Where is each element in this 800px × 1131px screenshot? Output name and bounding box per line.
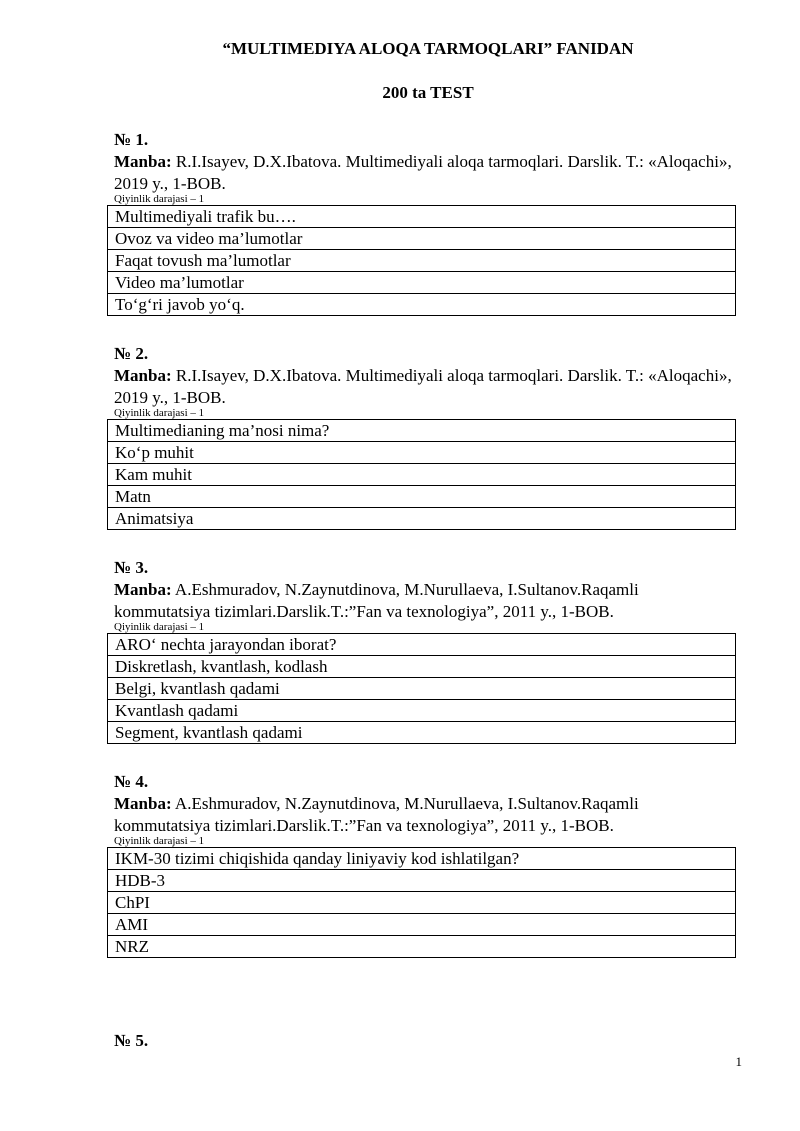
table-row	[108, 914, 736, 936]
answer-option: Diskretlash, kvantlash, kodlash	[108, 656, 736, 678]
answer-option: To‘g‘ri javob yo‘q.	[108, 294, 736, 316]
question-source	[114, 793, 736, 837]
question-text: ARO‘ nechta jarayondan iborat?	[108, 634, 736, 656]
table-row	[108, 678, 736, 700]
answer-option: Segment, kvantlash qadami	[108, 722, 736, 744]
table-row	[108, 486, 736, 508]
table-row	[108, 892, 736, 914]
table-row	[108, 848, 736, 870]
source-label: Manba:	[114, 152, 172, 171]
table-row	[108, 294, 736, 316]
source-text: A.Eshmuradov, N.Zaynutdinova, M.Nurullaeva, I.Sultanov.Raqamli kommutatsiya tizimlari.Darslik.T.:”Fan va texnologiya”, 2011 y., 1-BOB.	[114, 580, 639, 621]
answer-option: Belgi, kvantlash qadami	[108, 678, 736, 700]
source-text: R.I.Isayev, D.X.Ibatova. Multimediyali aloqa tarmoqlari. Darslik. T.: «Aloqachi», 2019 y., 1-BOB.	[114, 152, 732, 193]
answer-option: Ko‘p muhit	[108, 442, 736, 464]
table-row	[108, 722, 736, 744]
question-table	[107, 205, 736, 316]
table-row	[108, 936, 736, 958]
difficulty-label: Qiyinlik darajasi – 1	[114, 193, 205, 205]
table-row	[108, 634, 736, 656]
question-table	[107, 847, 736, 958]
table-row	[108, 656, 736, 678]
question-block-3	[114, 557, 736, 744]
question-source	[114, 151, 736, 195]
question-source	[114, 579, 736, 623]
source-text: A.Eshmuradov, N.Zaynutdinova, M.Nurullaeva, I.Sultanov.Raqamli kommutatsiya tizimlari.Darslik.T.:”Fan va texnologiya”, 2011 y., 1-BOB.	[114, 794, 639, 835]
table-row	[108, 442, 736, 464]
table-row	[108, 272, 736, 294]
question-block-1	[114, 129, 736, 316]
page-number: 1	[735, 1054, 742, 1069]
answer-option: Matn	[108, 486, 736, 508]
table-row	[108, 870, 736, 892]
difficulty-label: Qiyinlik darajasi – 1	[114, 835, 205, 847]
source-label: Manba:	[114, 794, 172, 813]
answer-option: ChPI	[108, 892, 736, 914]
question-number: № 3.	[114, 558, 149, 577]
answer-option: Faqat tovush ma’lumotlar	[108, 250, 736, 272]
table-row	[108, 250, 736, 272]
question-source	[114, 365, 736, 409]
table-row	[108, 464, 736, 486]
answer-option: Ovoz va video ma’lumotlar	[108, 228, 736, 250]
question-number: № 2.	[114, 344, 149, 363]
next-question-number: № 5.	[114, 1031, 149, 1050]
table-row	[108, 228, 736, 250]
question-block-2	[114, 343, 736, 530]
answer-option: HDB-3	[108, 870, 736, 892]
answer-option: Animatsiya	[108, 508, 736, 530]
difficulty-label: Qiyinlik darajasi – 1	[114, 407, 205, 419]
document-subtitle: 200 ta TEST	[382, 83, 474, 102]
question-block-4	[114, 771, 736, 958]
question-table	[107, 633, 736, 744]
question-number: № 1.	[114, 130, 149, 149]
answer-option: Video ma’lumotlar	[108, 272, 736, 294]
question-text: Multimedianing ma’nosi nima?	[108, 420, 736, 442]
question-number: № 4.	[114, 772, 149, 791]
answer-option: NRZ	[108, 936, 736, 958]
question-table	[107, 419, 736, 530]
answer-option: Kvantlash qadami	[108, 700, 736, 722]
source-label: Manba:	[114, 366, 172, 385]
answer-option: Kam muhit	[108, 464, 736, 486]
answer-option: AMI	[108, 914, 736, 936]
difficulty-label: Qiyinlik darajasi – 1	[114, 621, 205, 633]
question-text: Multimediyali trafik bu….	[108, 206, 736, 228]
source-text: R.I.Isayev, D.X.Ibatova. Multimediyali aloqa tarmoqlari. Darslik. T.: «Aloqachi», 2019 y., 1-BOB.	[114, 366, 732, 407]
table-row	[108, 700, 736, 722]
table-row	[108, 420, 736, 442]
table-row	[108, 508, 736, 530]
table-row	[108, 206, 736, 228]
question-text: IKM-30 tizimi chiqishida qanday liniyaviy kod ishlatilgan?	[108, 848, 736, 870]
source-label: Manba:	[114, 580, 172, 599]
document-title: “MULTIMEDIYA ALOQA TARMOQLARI” FANIDAN	[222, 39, 634, 58]
